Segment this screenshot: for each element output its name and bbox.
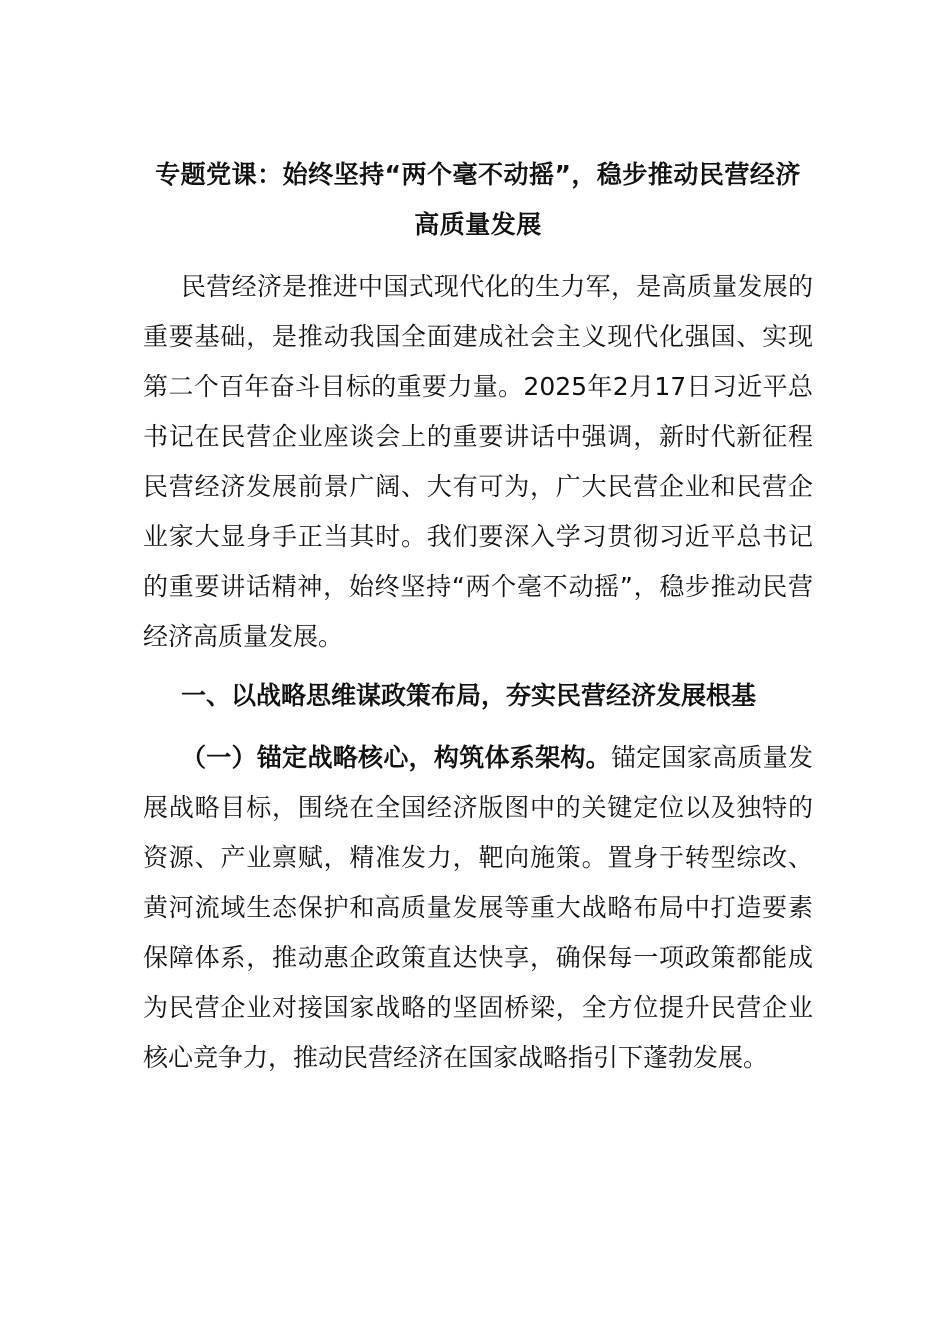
paragraph-lead: （一）锚定战略核心，构筑体系架构。 xyxy=(181,743,611,772)
section-heading: 一、以战略思维谋政策布局，夯实民营经济发展根基 xyxy=(181,681,757,710)
section-paragraph xyxy=(143,733,813,1083)
document-title: 专题党课：始终坚持“两个毫不动摇”，稳步推动民营经济高质量发展 xyxy=(155,160,801,239)
intro-paragraph: 民营经济是推进中国式现代化的生力军，是高质量发展的重要基础，是推动我国全面建成社会主义现代化强国、实现第二个百年奋斗目标的重要力量。2025年2月17日习近平总书记在民营企业座谈会上的重要讲话中强调，新时代新征程民营经济发展前景广阔、大有可为，广大民营企业和民营企业家大显身手正当其时。我们要深入学习贯彻习近平总书记的重要讲话精神，始终坚持“两个毫不动摇”，稳步推动民营经济高质量发展。 xyxy=(143,272,813,651)
paragraph-text: 锚定国家高质量发展战略目标，围绕在全国经济版图中的关键定位以及独特的资源、产业禀赋，精准发力，靶向施策。置身于转型综改、黄河流域生态保护和高质量发展等重大战略布局中打造要素保障体系，推动惠企政策直达快享，确保每一项政策都能成为民营企业对接国家战略的坚固桥梁，全方位提升民营企业核心竞争力，推动民营经济在国家战略指引下蓬勃发展。 xyxy=(143,743,813,1072)
